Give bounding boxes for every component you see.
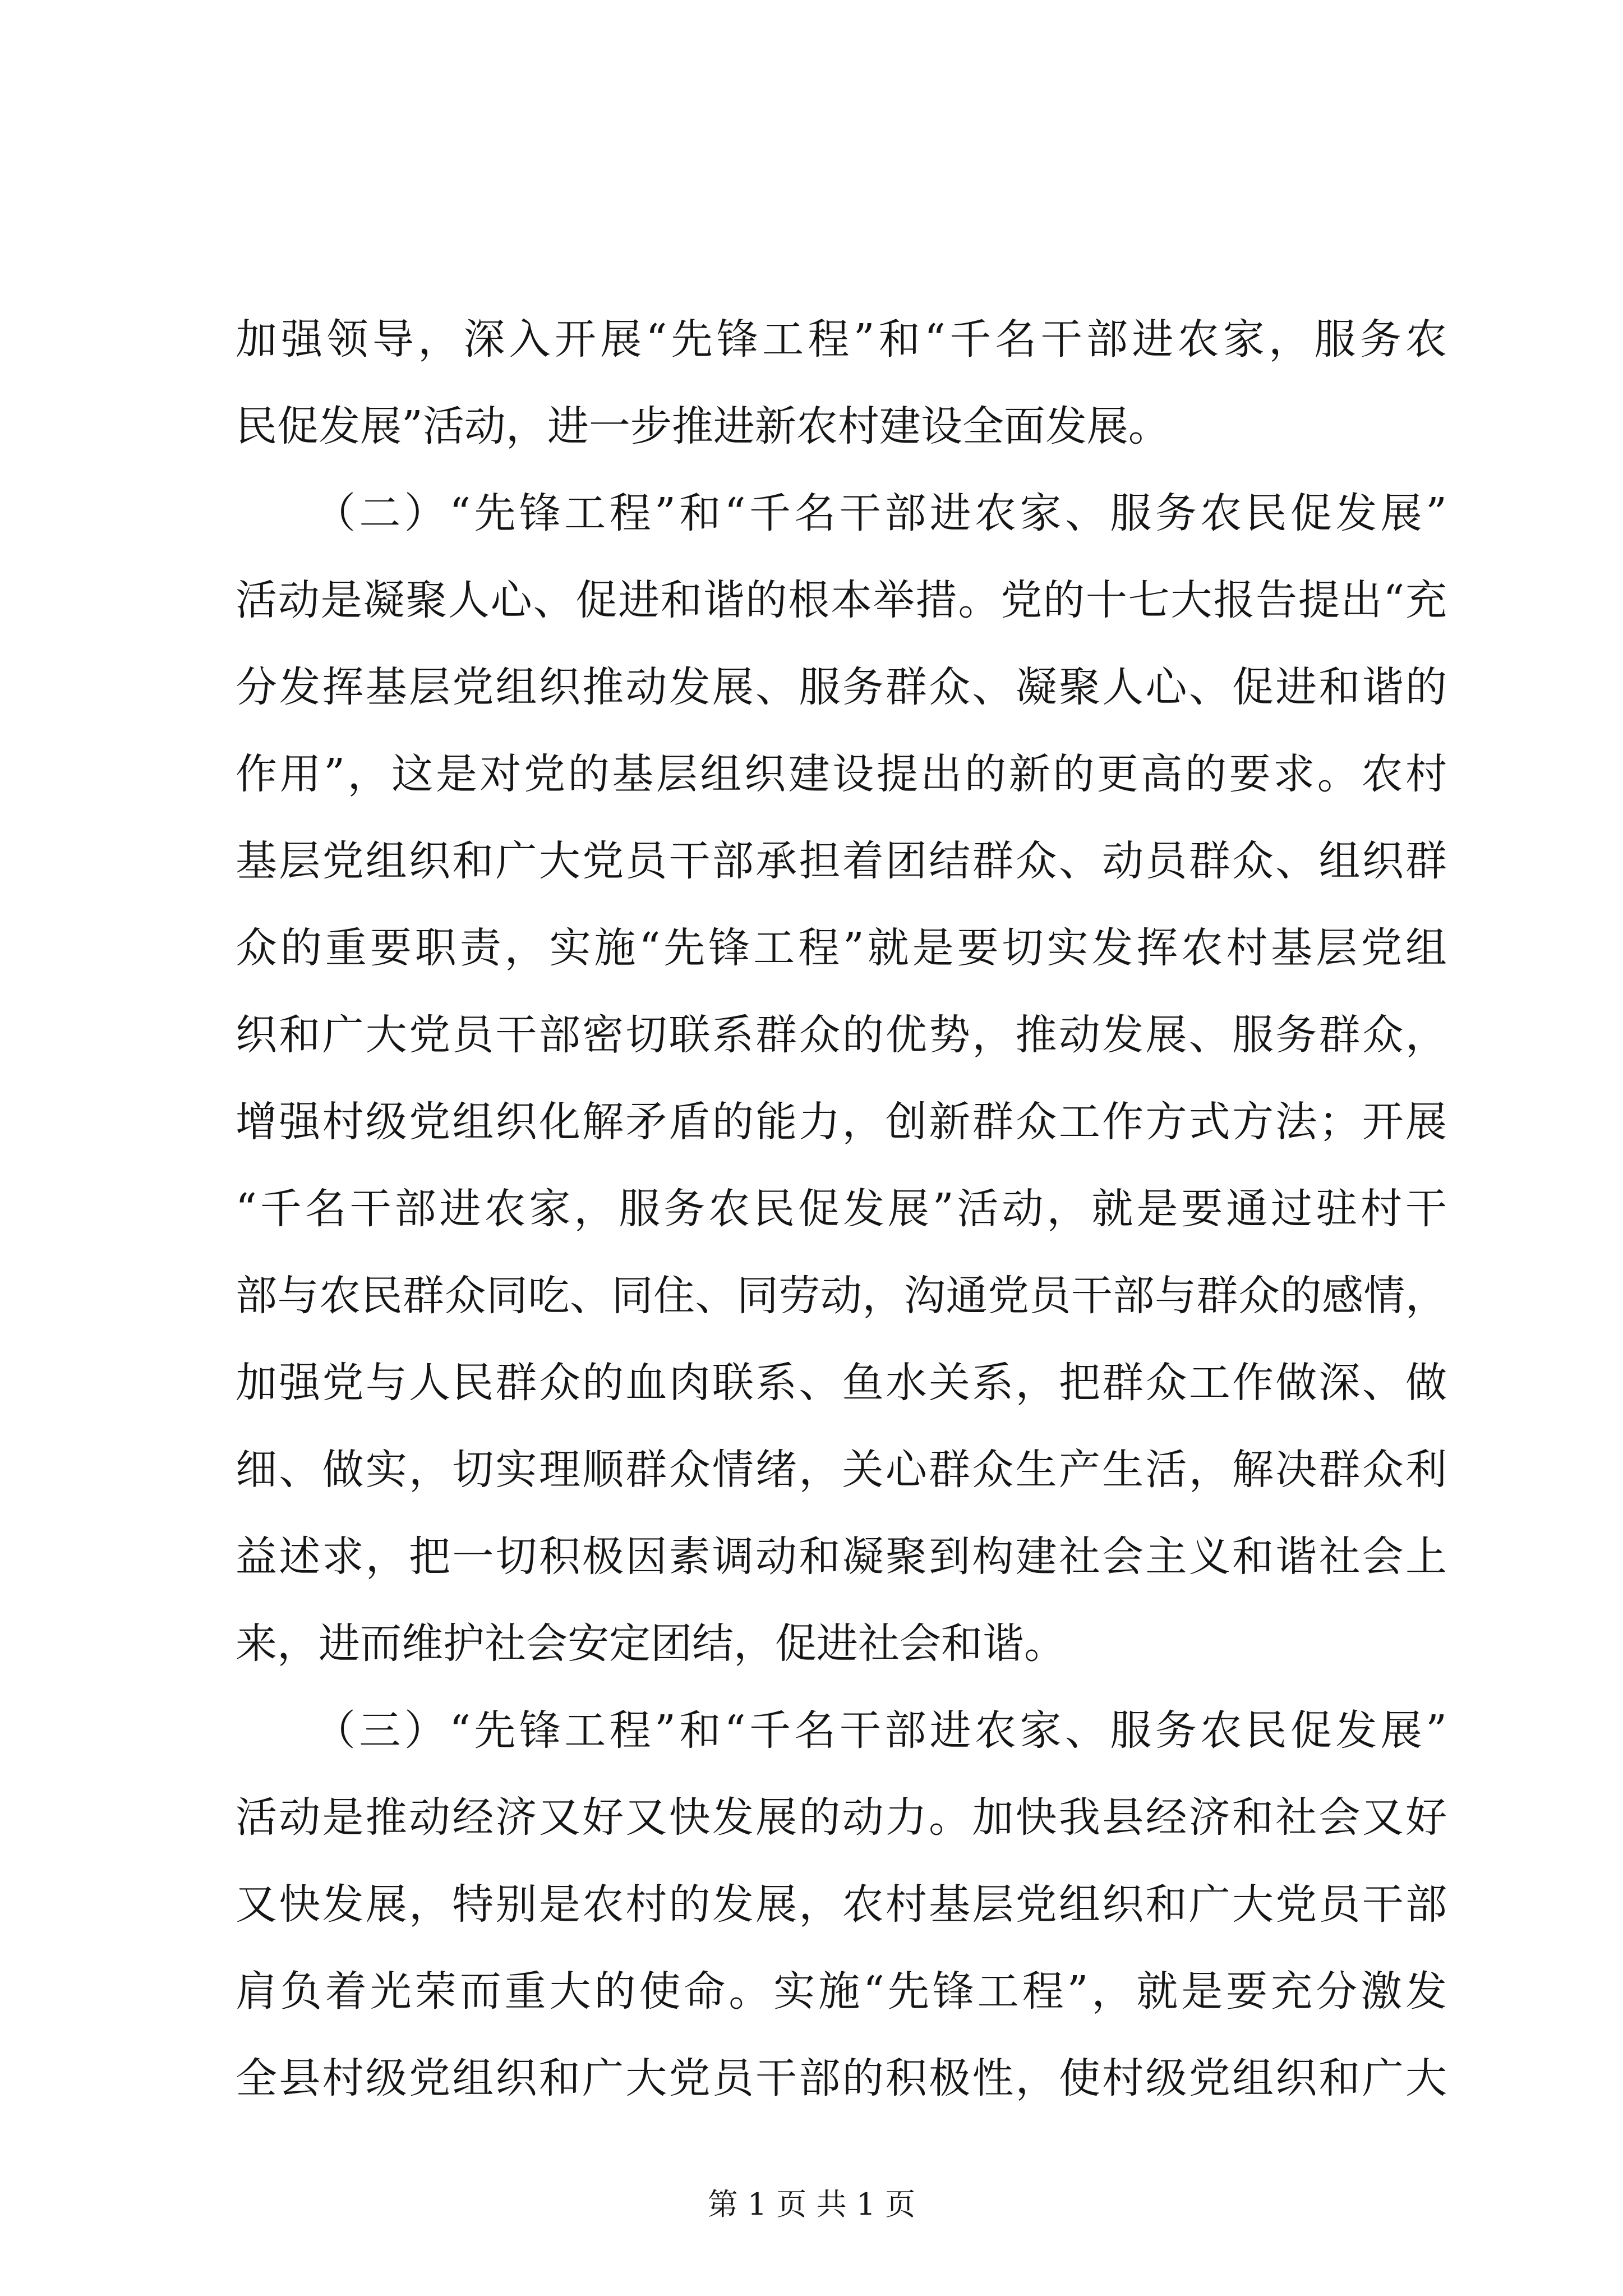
text-line-7: 基层党组织和广大党员干部承担着团结群众、动员群众、组织群 [236,837,1447,885]
text-line-5: 分发挥基层党组织推动发展、服务群众、凝聚人心、促进和谐的 [236,663,1447,711]
text-line-10: 增强村级党组织化解矛盾的能力，创新群众工作方式方法；开展 [236,1098,1447,1146]
text-line-18: 活动是推动经济又好又快发展的动力。加快我县经济和社会又好 [236,1793,1447,1842]
text-line-13: 加强党与人民群众的血肉联系、鱼水关系，把群众工作做深、做 [236,1359,1447,1407]
text-line-12: 部与农民群众同吃、同住、同劳动，沟通党员干部与群众的感情， [236,1272,1447,1320]
text-line-17: （三）“先锋工程”和“千名干部进农家、服务农民促发展” [314,1706,1447,1755]
page-footer: 第 1 页 共 1 页 [707,2187,916,2222]
text-line-8: 众的重要职责，实施“先锋工程”就是要切实发挥农村基层党组 [236,924,1447,972]
text-line-4: 活动是凝聚人心、促进和谐的根本举措。党的十七大报告提出“充 [236,576,1447,624]
text-line-19: 又快发展，特别是农村的发展，农村基层党组织和广大党员干部 [236,1880,1447,1929]
text-line-9: 织和广大党员干部密切联系群众的优势，推动发展、服务群众， [236,1011,1447,1059]
text-line-14: 细、做实，切实理顺群众情绪，关心群众生产生活，解决群众利 [236,1446,1447,1494]
text-line-20: 肩负着光荣而重大的使命。实施“先锋工程”，就是要充分激发 [236,1967,1447,2016]
text-line-21: 全县村级党组织和广大党员干部的积极性，使村级党组织和广大 [236,2054,1447,2102]
text-line-6: 作用”，这是对党的基层组织建设提出的新的更高的要求。农村 [236,750,1447,798]
text-line-1: 加强领导，深入开展“先锋工程”和“千名干部进农家，服务农 [236,315,1447,364]
text-line-2: 民促发展”活动，进一步推进新农村建设全面发展。 [236,402,1170,450]
text-line-15: 益述求，把一切积极因素调动和凝聚到构建社会主义和谐社会上 [236,1533,1447,1581]
text-line-11: “千名干部进农家，服务农民促发展”活动，就是要通过驻村干 [236,1185,1447,1233]
text-line-3: （二）“先锋工程”和“千名干部进农家、服务农民促发展” [314,489,1447,537]
text-line-16: 来，进而维护社会安定团结，促进社会和谐。 [236,1619,1066,1668]
